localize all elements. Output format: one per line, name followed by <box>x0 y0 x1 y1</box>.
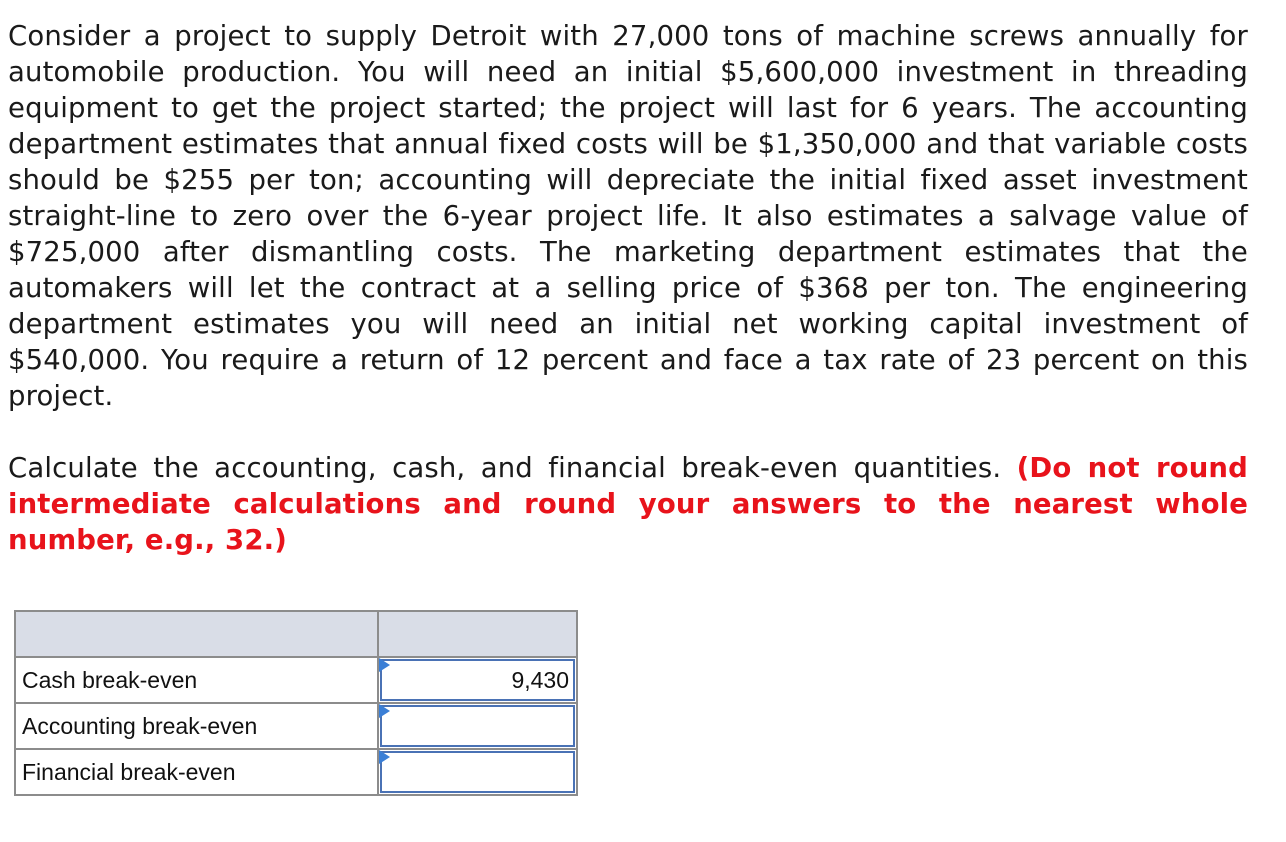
flag-icon <box>379 704 390 718</box>
instruction-note: (Do not round intermediate calculations and round your answers to the nearest whole number, e.g., 32.) <box>8 452 1248 556</box>
problem-statement: Consider a project to supply Detroit with 27,000 tons of machine screws annually for automobile production. You will need an initial $5,600,000 investment in threading equipment to get the project started; the project will last for 6 years. The accounting department estimates that annual fixed costs will be $1,350,000 and that variable costs should be $255 per ton; accounting will depreciate the initial fixed asset investment straight-line to zero over the 6-year project life. It also estimates a salvage value of $725,000 after dismantling costs. The marketing department estimates that the automakers will let the contract at a selling price of $368 per ton. The engineering department estimates you will need an initial net working capital investment of $540,000. You require a return of 12 percent and face a tax rate of 23 percent on this project. <box>8 20 1248 412</box>
table-row-financial-break-even <box>15 749 577 795</box>
answer-cell <box>378 749 577 795</box>
cash-break-even-input[interactable]: 9,430 <box>380 659 575 701</box>
flag-icon <box>379 750 390 764</box>
row-label: Financial break-even <box>15 749 378 795</box>
table-row-cash-break-even <box>15 657 577 703</box>
table-header-value-cell <box>378 611 577 657</box>
financial-break-even-input[interactable] <box>380 751 575 793</box>
instruction-text <box>8 450 1248 558</box>
table-header-row <box>15 611 577 657</box>
instruction-main: Calculate the accounting, cash, and financial break-even quantities. <box>8 452 1002 484</box>
accounting-break-even-input[interactable] <box>380 705 575 747</box>
row-label: Accounting break-even <box>15 703 378 749</box>
answer-cell <box>378 703 577 749</box>
row-label: Cash break-even <box>15 657 378 703</box>
table-header-label-cell <box>15 611 378 657</box>
table-row-accounting-break-even <box>15 703 577 749</box>
flag-icon <box>379 658 390 672</box>
answer-cell <box>378 657 577 703</box>
answer-table <box>14 610 578 796</box>
